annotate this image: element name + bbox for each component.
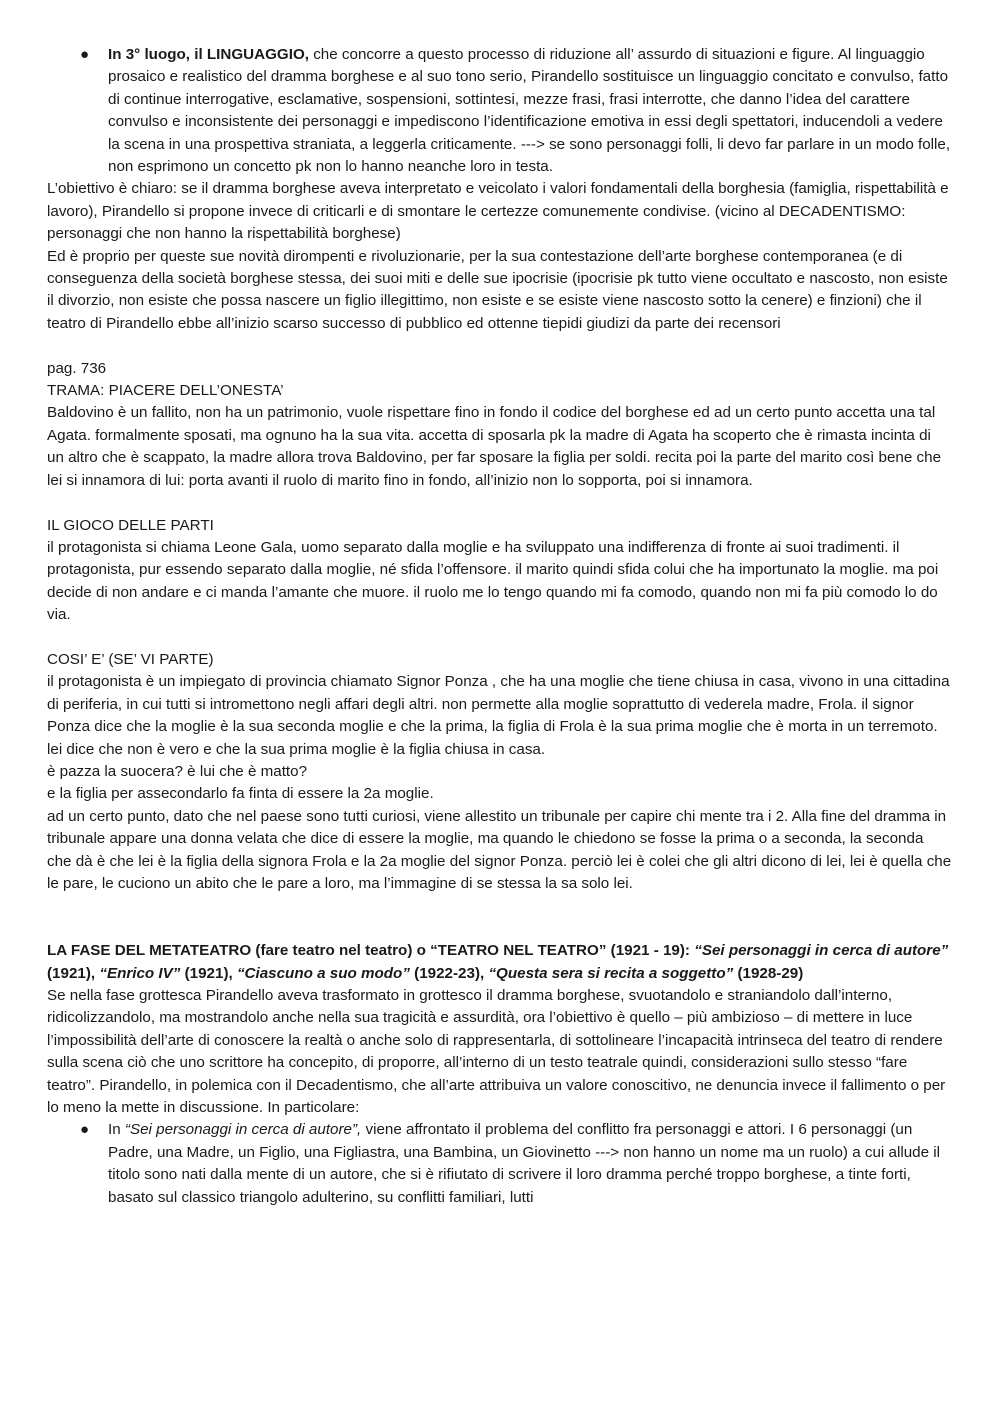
paragraph-gioco-delle-parti: il protagonista si chiama Leone Gala, uomo separato dalla moglie e ha sviluppato una indifferenza di fronte ai suoi tradimenti. il protagonista, pur essendo separato dalla moglie, né sfida l’offensore. il marito quindi sfida colui che ha importunato la moglie. ma poi decide di non andare e ci manda l’amante che muore. il ruolo me lo tengo quando mi fa comodo, quando non mi fa più comodo lo do via. bbox=[47, 538, 939, 624]
paragraph-cosi-e-4: ad un certo punto, dato che nel paese sono tutti curiosi, viene allestito un tribunale per capire chi mente tra i 2. Alla fine del dramma in tribunale appare una donna velata che dice di essere la moglie, ma quando le chiedono se fosse la prima o a seconda, la seconda che dà è che lei è la figlia della signora Frola e la 2a moglie del signor Ponza. perciò lei è colei che gli altri dicono di lei, lei è quella che le pare, le cuciono un abito che le pare a loro, ma l’immagine di se stessa la sa solo lei. bbox=[47, 807, 952, 892]
bullet-sei-personaggi-pre: In bbox=[108, 1121, 125, 1139]
meta-heading-part-3: (1921), bbox=[180, 964, 237, 982]
heading-cosi-e: COSI’ E’ (SE’ VI PARTE) bbox=[47, 650, 214, 668]
meta-heading-part-2: (1921), bbox=[47, 964, 100, 982]
heading-metateatro bbox=[47, 940, 952, 985]
paragraph-cosi-e-1: il protagonista è un impiegato di provincia chiamato Signor Ponza , che ha una moglie che tiene chiusa in casa, vivono in una cittadina di periferia, in cui tutti si intromettono negli affari degli altri. non permette alla moglie soprattutto di vederela madre, Frola. il signor Ponza dice che la moglie è la sua seconda moglie e che la prima, la figlia di Frola è la sua prima moglie che è morta in un terremoto. lei dice che non è vero e che la sua prima moglie è la figlia chiusa in casa. bbox=[47, 673, 950, 758]
bullet-linguaggio-text bbox=[108, 44, 952, 178]
bullet-linguaggio-body: che concorre a questo processo di riduzione all’ assurdo di situazioni e figure. Al linguaggio prosaico e realistico del dramma borghese e al suo tono serio, Pirandello sostituisce un linguaggio concitato e convulso, fatto di continue interrogative, esclamative, sospensioni, sottintesi, mezze frasi, frasi interrotte, che danno l’idea del carattere convulso e inconsistente dei personaggi e impediscono l’identificazione emotiva in essi degli spettatori, inducendoli a vedere la scena in una prospettiva straniata, a leggerla criticamente. ---> se sono personaggi folli, li devo far parlare in un modo folle, non esprimono un concetto pk non lo hanno neanche loro in testa. bbox=[108, 46, 951, 176]
bullet-sei-personaggi-text bbox=[108, 1119, 952, 1209]
bullet-dot: ● bbox=[80, 1121, 90, 1139]
paragraph-cosi-e-3: e la figlia per assecondarlo fa finta di essere la 2a moglie. bbox=[47, 785, 434, 803]
bullet-linguaggio-lead: In 3° luogo, il LINGUAGGIO, bbox=[108, 46, 309, 63]
paragraph-trama: Baldovino è un fallito, non ha un patrimonio, vuole rispettare fino in fondo il codice del borghese ed ad un certo punto accetta una tal Agata. formalmente sposati, ma ognuno ha la sua vita. accetta di sposarla pk la madre di Agata ha scoperto che è rimasta incinta di un altro che è scappato, la madre allora trova Baldovino, per far sposare la figlia per soldi. recita poi la parte del marito così bene che lei si innamora di lui: porta avanti il ruolo di marito fino in fondo, all’inizio non lo sopporta, poi si innamora. bbox=[47, 404, 942, 489]
meta-title-questa-sera: “Questa sera si recita a soggetto” bbox=[488, 964, 734, 982]
bullet-linguaggio bbox=[47, 44, 952, 178]
meta-heading-part-4: (1922-23), bbox=[409, 964, 489, 982]
meta-title-sei-personaggi: “Sei personaggi in cerca di autore” bbox=[694, 942, 949, 960]
bullet-sei-personaggi-title: “Sei personaggi in cerca di autore”, bbox=[124, 1121, 362, 1139]
paragraph-metateatro: Se nella fase grottesca Pirandello aveva trasformato in grottesco il dramma borghese, svuotandolo e straniandolo dall’interno, ridicolizzandolo, ma mostrandolo anche nella sua tragicità e assurdità, ora l’obiettivo è quello – più ambizioso – di mettere in luce l’impossibilità dell’arte di conoscere la realtà o anche solo di rappresentarla, di sottolineare l’incapacità intrinseca del teatro di rendere sulla scena ciò che uno scrittore ha concepito, di proporre, all’interno di un testo teatrale quindi, considerazioni sullo stesso “fare teatro”. Pirandello, in polemica con il Decadentismo, che all’arte attribuiva un valore conoscitivo, ne denuncia invece il fallimento o per lo meno la mette in discussione. In particolare: bbox=[47, 987, 946, 1117]
heading-gioco-delle-parti: IL GIOCO DELLE PARTI bbox=[47, 516, 214, 534]
heading-trama: TRAMA: PIACERE DELL’ONESTA’ bbox=[47, 382, 284, 400]
paragraph-cosi-e-2: è pazza la suocera? è lui che è matto? bbox=[47, 762, 308, 780]
bullet-sei-personaggi bbox=[47, 1119, 952, 1209]
paragraph-ed: Ed è proprio per queste sue novità dirompenti e rivoluzionarie, per la sua contestazione dell’arte borghese contemporanea (e di conseguenza della società borghese stessa, dei suoi miti e delle sue ipocrisie (ipocrisie pk tutto viene occultato e nascosto, non esiste il divorzio, non esiste che possa nascere un figlio illegittimo, non esiste e se esiste viene nascosto sotto la cenere) e finzioni) che il teatro di Pirandello ebbe all’inizio scarso successo di pubblico ed ottenne tiepidi giudizi da parte dei recensori bbox=[47, 247, 948, 332]
meta-title-enrico-iv: “Enrico IV” bbox=[99, 964, 181, 982]
meta-title-ciascuno: “Ciascuno a suo modo” bbox=[236, 964, 410, 982]
bullet-dot: ● bbox=[80, 46, 90, 63]
bullet-sei-personaggi-body: viene affrontato il problema del conflitto fra personaggi e attori. I 6 personaggi (un Padre, una Madre, un Figlio, una Figliastra, una Bambina, un Giovinetto ---> non hanno un nome ma un ruolo) a cui allude il titolo sono nati dalla mente di un autore, che si è rifiutato di scrivere il loro dramma perché troppo borghese, a tinte forti, basato sul classico triangolo adulterino, su conflitti familiari, lutti bbox=[108, 1121, 940, 1206]
meta-heading-part-5: (1928-29) bbox=[733, 964, 804, 982]
page-reference: pag. 736 bbox=[47, 359, 107, 377]
paragraph-obiettivo: L’obiettivo è chiaro: se il dramma borghese aveva interpretato e veicolato i valori fondamentali della borghesia (famiglia, rispettabilità e lavoro), Pirandello si propone invece di criticarli e di smontare le certezze comunemente condivise. (vicino al DECADENTISMO: personaggi che non hanno la rispettabilità borghese) bbox=[47, 180, 949, 243]
meta-heading-part-1: LA FASE DEL METATEATRO (fare teatro nel teatro) o “TEATRO NEL TEATRO” (1921 - 19): bbox=[47, 942, 695, 960]
document-page bbox=[47, 44, 952, 1209]
